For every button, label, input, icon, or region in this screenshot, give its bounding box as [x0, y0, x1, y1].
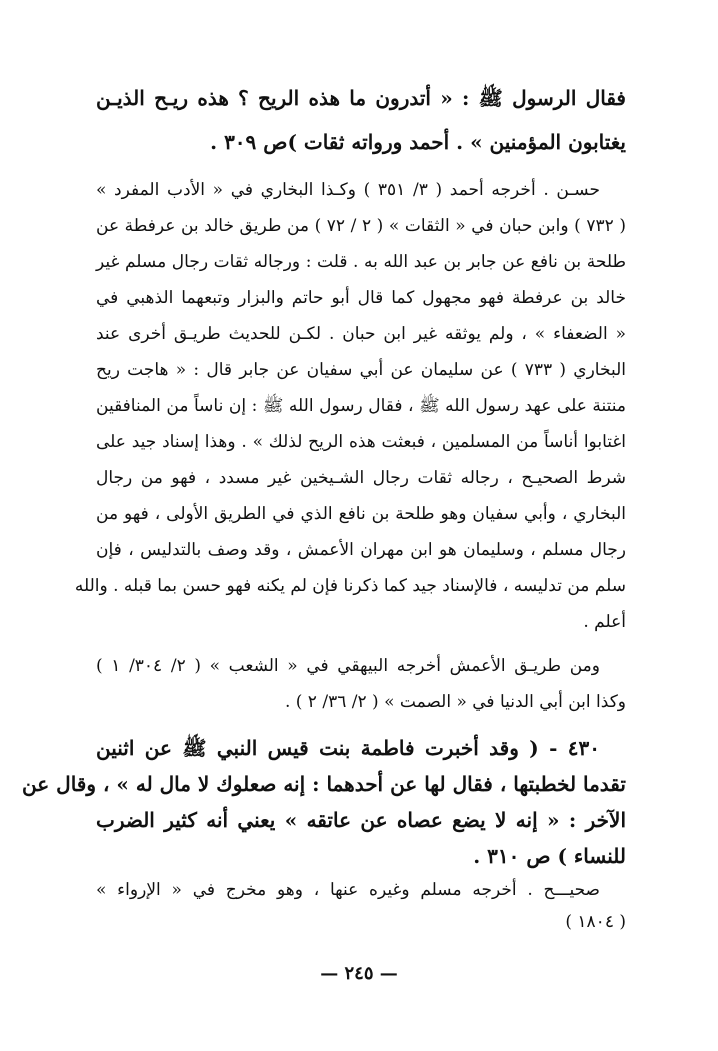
- text-line: خالد بن عرفطة فهو مجهول كما قال أبو حاتم والبزار وتبعهما الذهبي في: [96, 288, 626, 308]
- text-line: البخاري ، وأبي سفيان وهو طلحة بن نافع الذي في الطريق الأولى ، فهو من: [96, 504, 626, 524]
- text-line: طلحة بن نافع عن جابر بن عبد الله به . قلت : ورجاله ثقات رجال مسلم غير: [96, 252, 626, 272]
- text-line: رجال مسلم ، وسليمان هو ابن مهران الأعمش ، وقد وصف بالتدليس ، فإن: [96, 540, 626, 560]
- text-line: « الضعفاء » ، ولم يوثقه غير ابن حبان . لكـن للحديث طريـق أخرى عند: [96, 324, 626, 344]
- text-line: الآخر : « إنه لا يضع عصاه عن عاتقه » يعني أنه كثير الضرب: [96, 808, 626, 832]
- text-line: يغتابون المؤمنين » . أحمد ورواته ثقات )ص ٣٠٩ .: [210, 130, 626, 154]
- text-line: سلم من تدليسه ، فالإسناد جيد كما ذكرنا فإن لم يكنه فهو حسن بما قبله . والله: [74, 576, 626, 596]
- text-line: ( ٧٣٢ ) وابن حبان في « الثقات » ( ٢ / ٧٢ ) من طريق خالد بن عرفطة عن: [96, 216, 626, 236]
- text-line: للنساء ) ص ٣١٠ .: [473, 844, 626, 868]
- text-line: ومن طريـق الأعمش أخرجه البيهقي في « الشعب » ( ٢/ ٣٠٤/ ١ ): [96, 656, 600, 676]
- text-line: أعلم .: [583, 612, 626, 632]
- text-line: حسـن . أخرجه أحمد ( ٣/ ٣٥١ ) وكـذا البخاري في « الأدب المفرد »: [96, 180, 600, 200]
- text-line: اغتابوا أناساً من المسلمين ، فبعثت هذه الريح لذلك » . وهذا إسناد جيد على: [96, 432, 626, 452]
- text-line: وكذا ابن أبي الدنيا في « الصمت » ( ٢/ ٣٦/ ٢ ) .: [284, 692, 626, 712]
- text-line: ٤٣٠ - ( وقد أخبرت فاطمة بنت قيس النبي ﷺ عن اثنين: [96, 736, 600, 760]
- page-number: — ٢٤٥ —: [320, 963, 398, 984]
- text-line: تقدما لخطبتها ، فقال لها عن أحدهما : إنه صعلوك لا مال له » ، وقال عن: [22, 772, 626, 796]
- text-line: البخاري ( ٧٣٣ ) عن سليمان عن أبي سفيان عن جابر قال : « هاجت ريح: [96, 360, 626, 380]
- text-line: صحيـــح . أخرجه مسلم وغيره عنها ، وهو مخرج في « الإرواء »: [96, 880, 600, 900]
- text-line: منتنة على عهد رسول الله ﷺ ، فقال رسول الله ﷺ : إن ناساً من المنافقين: [96, 396, 626, 416]
- text-line: ( ١٨٠٤ ): [565, 912, 626, 932]
- text-line: فقال الرسول ﷺ : « أتدرون ما هذه الريح ؟ هذه ريـح الذيـن: [96, 86, 626, 110]
- text-line: شرط الصحيـح ، رجاله ثقات رجال الشـيخين غير مسدد ، فهو من رجال: [96, 468, 626, 488]
